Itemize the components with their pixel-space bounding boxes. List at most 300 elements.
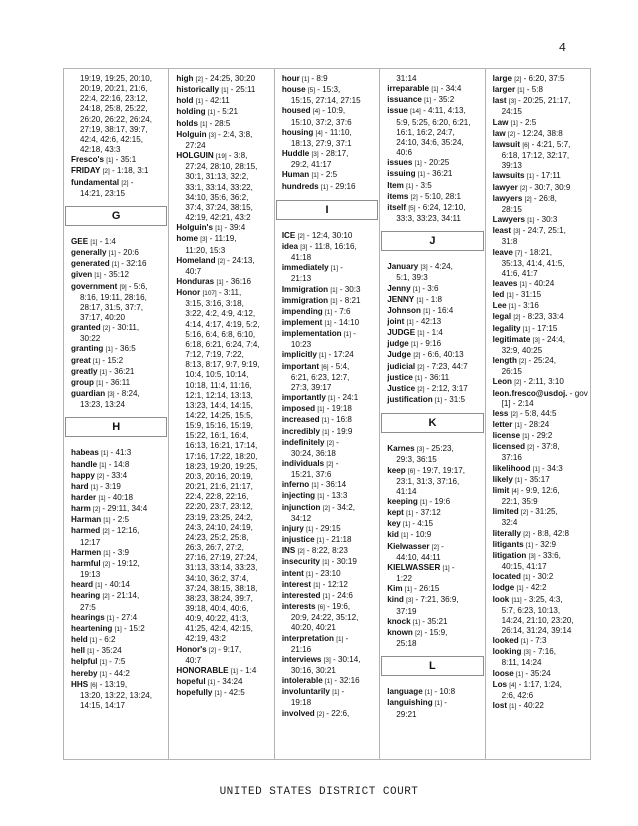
section-letter-header: L xyxy=(381,656,483,676)
index-entry-line xyxy=(493,626,586,636)
occurrence-count: [1] xyxy=(411,341,419,349)
index-entry-line: heartening [1] - 15:2 xyxy=(71,623,145,633)
index-word: items xyxy=(387,191,409,201)
page-line-refs: 12:24, 38:8 xyxy=(522,128,563,138)
index-entry-line: Human [1] - 2:5 xyxy=(281,170,338,180)
page-line-refs: 33:1, 33:14, 33:22, xyxy=(185,182,253,192)
index-word: Fresco's xyxy=(71,155,104,165)
index-entry-line: looked [1] - 7:3 xyxy=(492,636,547,646)
page-line-refs: 18:13, 27:9, 37:1 xyxy=(290,138,352,148)
occurrence-count: [6] xyxy=(407,467,416,475)
occurrence-count: [1] xyxy=(302,76,310,83)
occurrence-count: [1] xyxy=(322,428,330,436)
occurrence-count: [1] xyxy=(313,581,321,589)
index-word: granted xyxy=(71,323,101,333)
occurrence-count: [2] xyxy=(510,410,518,418)
index-entry-line: limited [2] - 31:25, xyxy=(492,507,558,517)
index-entry-line: harmful [2] - 19:12, xyxy=(71,558,140,568)
index-entry-line: interested [1] - 24:6 xyxy=(281,590,353,600)
index-word: licensed xyxy=(492,442,526,452)
index-word: generally xyxy=(71,248,107,258)
page-line-refs: 37:8, xyxy=(541,442,560,452)
page-line-refs: 3:5 xyxy=(420,180,432,190)
occurrence-count: [1] xyxy=(87,648,95,656)
occurrence-count: [1] xyxy=(522,433,530,441)
occurrence-count: [1] xyxy=(527,217,535,225)
index-word: government xyxy=(71,281,118,291)
index-word: hearing xyxy=(71,591,101,601)
index-entry-line xyxy=(176,441,269,451)
page-line-refs: 13:19, xyxy=(104,679,128,689)
index-word: held xyxy=(71,635,88,645)
occurrence-count: [1] xyxy=(105,346,113,354)
index-entry-line xyxy=(176,162,269,172)
index-entry-line: Item [1] - 3:5 xyxy=(387,180,432,190)
occurrence-count: [1] xyxy=(103,517,111,525)
page-line-refs: 44:10, 44:11 xyxy=(396,552,441,562)
page-line-refs: 8:8, 42:8 xyxy=(537,528,570,538)
page-line-refs: 35:12 xyxy=(108,270,129,280)
page-line-refs: 37:17, 40:20 xyxy=(80,312,126,322)
index-entry-line: group [1] - 36:11 xyxy=(71,377,131,387)
index-entry-line: implement [1] - 14:10 xyxy=(281,317,360,327)
index-entry-line: fundamental [2] - xyxy=(71,177,134,187)
page-line-refs: 40:15, 41:17 xyxy=(501,562,547,572)
index-entry-line xyxy=(176,543,269,553)
page-line-refs: 6:24, 12:10, xyxy=(422,202,466,212)
index-entry-line xyxy=(387,455,480,465)
page-line-refs: 25:11 xyxy=(235,85,256,95)
index-word: Item xyxy=(387,180,404,190)
page-line-refs: 19:12, xyxy=(117,558,140,568)
index-word: home xyxy=(176,234,198,244)
index-entry-line: likely [1] - 35:17 xyxy=(492,474,550,484)
index-word: Lawyers xyxy=(492,215,526,225)
page-line-refs: 24:6 xyxy=(337,590,353,600)
page-line-refs: 11:20, 15:3 xyxy=(185,245,226,255)
index-entry-line: increased [1] - 16:8 xyxy=(281,415,352,425)
index-entry-line: hour [1] - 8:9 xyxy=(281,74,328,83)
page-line-refs: 35:2 xyxy=(438,95,455,105)
index-entry-line xyxy=(493,562,586,572)
page-line-refs: 30:2 xyxy=(537,572,554,582)
occurrence-count: [1] xyxy=(328,395,336,403)
page-line-refs: 29:11, 34:4 xyxy=(107,504,148,514)
index-entry-line: incredibly [1] - 19:9 xyxy=(281,426,353,436)
index-word: itself xyxy=(387,202,407,212)
occurrence-count: [1] xyxy=(412,618,420,626)
index-entry-line xyxy=(71,570,164,580)
page-line-refs: 13:3 xyxy=(331,491,348,501)
occurrence-count: [1] xyxy=(404,586,412,594)
page-line-refs: 6:2 xyxy=(104,635,116,645)
index-entry-line xyxy=(176,320,269,330)
index-entry-line xyxy=(176,330,269,340)
occurrence-count: [1] xyxy=(520,638,529,646)
occurrence-count: [2] xyxy=(519,358,527,366)
index-entry-line: located [1] - 30:2 xyxy=(492,572,554,582)
index-word: guardian xyxy=(71,389,106,399)
occurrence-count: [1] xyxy=(522,325,530,333)
index-entry-line xyxy=(387,138,480,148)
index-entry-line xyxy=(176,309,269,319)
page-line-refs: 17:11 xyxy=(541,171,561,181)
index-entry-line: harm [2] - 29:11, 34:4 xyxy=(71,504,148,514)
index-entry-line: hold [1] - 42:11 xyxy=(176,96,230,106)
index-entry-line: Judge [2] - 6:6, 40:13 xyxy=(387,350,464,360)
occurrence-count: [1] xyxy=(90,483,98,491)
page-line-refs: 14:10 xyxy=(338,317,360,327)
page-line-refs: 19:19, 19:25, 20:10, xyxy=(80,74,153,83)
index-word: leon.fresco@usdoj. xyxy=(492,388,568,398)
occurrence-count: [4] xyxy=(315,129,323,137)
index-word: house xyxy=(281,85,306,95)
index-entry-line: habeas [1] - 41:3 xyxy=(71,448,132,458)
index-entry-line: likelihood [1] - 34:3 xyxy=(492,463,563,473)
index-entry-line: issue [14] - 4:11, 4:13, xyxy=(387,106,466,116)
page-line-refs: 23:1, 31:3, 37:16, xyxy=(396,476,460,486)
index-entry-line: JENNY [1] - 1:8 xyxy=(387,294,443,304)
index-entry-line xyxy=(493,259,586,269)
index-word: kept xyxy=(387,508,404,518)
index-entry-line xyxy=(71,84,164,94)
page-line-refs: 20:25 xyxy=(428,158,450,168)
page-line-refs: 42:18, 43:3 xyxy=(80,145,121,155)
page-line-refs: 14:22, 14:25, 15:5, xyxy=(185,411,253,420)
index-word: kid xyxy=(387,530,399,540)
index-word: looking xyxy=(492,647,522,657)
page-line-refs: 29:15 xyxy=(320,523,341,533)
page-line-refs: 26:8, xyxy=(538,193,557,203)
index-entry-line xyxy=(387,639,480,649)
page-line-refs: 28:15 xyxy=(501,204,522,214)
page-line-refs: 37:4, 37:24, 38:15, xyxy=(185,202,253,212)
index-entry-line: inferno [1] - 36:14 xyxy=(281,480,347,490)
index-word: holding xyxy=(176,107,206,117)
occurrence-count: [2] xyxy=(326,439,334,447)
page-line-refs: 1:4 xyxy=(245,665,257,675)
page-line-refs: 9:9, 12:6, xyxy=(525,485,560,495)
index-word: greatly xyxy=(71,366,98,376)
page-line-refs: 24:1 xyxy=(342,393,359,403)
occurrence-count: [1] xyxy=(425,689,433,697)
occurrence-count: [1] xyxy=(311,482,319,490)
index-entry-line xyxy=(282,666,375,676)
occurrence-count: [1] xyxy=(322,592,330,600)
index-entry-line: housed [4] - 10:9, xyxy=(281,106,346,116)
page-line-refs: 5:1, 39:3 xyxy=(396,273,428,283)
index-entry-line xyxy=(176,614,269,624)
occurrence-count: [1] xyxy=(200,120,208,128)
occurrence-count: [1] xyxy=(317,493,325,501)
page-line-refs: 26:15 xyxy=(419,584,440,594)
page-line-refs: 34:24 xyxy=(222,677,243,687)
index-word: lawsuits xyxy=(492,171,525,181)
page-line-refs: 27:19, 38:17, 39:7, xyxy=(80,124,148,134)
occurrence-count: [1] xyxy=(99,368,107,376)
index-entry-line: lodge [1] - 42:2 xyxy=(492,583,547,593)
index-word: letter xyxy=(492,420,513,429)
index-entry-line: HHS [6] - 13:19, xyxy=(71,679,128,689)
index-entry-line xyxy=(493,346,586,356)
page-line-refs: 41:14 xyxy=(396,486,417,496)
index-word: Kielwasser xyxy=(387,541,430,551)
page-line-refs: 26:20, 26:22, 26:24, xyxy=(80,114,153,124)
occurrence-count: [1] xyxy=(510,119,518,127)
occurrence-count: [2] xyxy=(514,76,522,83)
court-footer: UNITED STATES DISTRICT COURT xyxy=(219,786,419,798)
occurrence-count: [2] xyxy=(413,352,421,360)
index-word: Los xyxy=(492,679,508,689)
index-word: importantly xyxy=(281,393,326,403)
index-word: important xyxy=(281,361,320,371)
index-word: Homeland xyxy=(176,255,216,265)
page-line-refs: 27:24, 28:10, 28:15, xyxy=(185,162,258,172)
page-line-refs: 37:12 xyxy=(420,508,441,518)
index-word: Honor xyxy=(176,288,201,298)
occurrence-count: [2] xyxy=(102,168,110,176)
page-line-refs: 3:11, xyxy=(223,288,242,298)
index-entry-line: high [2] - 24:25, 30:20 xyxy=(176,74,256,83)
page-line-refs: 42:4, 42:6, 42:15, xyxy=(80,134,144,144)
index-word: loose xyxy=(492,668,514,678)
index-word: inferno xyxy=(281,480,310,490)
page-line-refs: 33:6, xyxy=(542,550,561,560)
occurrence-count: [2] xyxy=(316,710,325,718)
page-line-refs: 6:20, 37:5 xyxy=(528,74,565,83)
occurrence-count: [1] xyxy=(517,87,525,95)
page-line-refs: 30:1, 31:13, 32:2, xyxy=(185,172,249,182)
page-line-refs: 42:5 xyxy=(228,688,245,698)
page-line-refs: 30:3 xyxy=(344,284,361,294)
index-word: irreparable xyxy=(387,84,430,94)
page-line-refs: 39:4 xyxy=(229,223,246,233)
page-line-refs: 16:13, 16:21, 17:14, xyxy=(185,441,258,451)
index-word: Johnson xyxy=(387,305,421,315)
page-line-refs: 36:16 xyxy=(230,276,252,286)
index-entry-line xyxy=(282,623,375,633)
index-word: looked xyxy=(492,636,519,646)
occurrence-count: [2] xyxy=(410,193,418,201)
occurrence-count: [3] xyxy=(523,649,531,657)
page-line-refs: 42:11 xyxy=(210,96,230,106)
page-line-refs: 36:14 xyxy=(325,480,347,490)
occurrence-count: [1] xyxy=(108,250,116,258)
index-word: last xyxy=(492,96,507,106)
page-line-refs: 19:13 xyxy=(80,570,101,580)
index-entry-line xyxy=(176,401,269,411)
index-entry-line xyxy=(176,350,269,360)
index-column-3 xyxy=(275,69,380,759)
occurrence-count: [5] xyxy=(408,204,416,212)
index-word: Justice xyxy=(387,383,416,393)
occurrence-count: [1] xyxy=(106,157,114,165)
occurrence-count: [1] xyxy=(442,564,450,572)
page-line-refs: 42:2 xyxy=(530,583,547,593)
index-word: key xyxy=(387,519,401,529)
page-line-refs: 32:16 xyxy=(126,259,147,269)
index-entry-line xyxy=(176,267,269,277)
page-line-refs: 13:20, 13:22, 13:24, xyxy=(80,690,153,700)
index-entry-line: INS [2] - 8:22, 8:23 xyxy=(281,546,348,556)
index-entry-line: government [9] - 5:6, xyxy=(71,281,148,291)
index-word: imposed xyxy=(281,404,316,414)
index-word: litigation xyxy=(492,550,527,560)
page-line-refs: 4:24, xyxy=(434,262,453,272)
index-word: injustice xyxy=(281,535,315,545)
page-line-refs: 1:22 xyxy=(396,574,412,584)
index-word: keep xyxy=(387,465,406,475)
occurrence-count: [1] xyxy=(216,278,224,286)
index-entry-line xyxy=(176,553,269,563)
index-entry-line xyxy=(176,370,269,380)
occurrence-count: [1] xyxy=(101,450,109,458)
index-entry-line xyxy=(493,161,586,171)
page-line-refs: 16:8 xyxy=(336,415,352,425)
page-line-refs: 19:6, xyxy=(332,602,351,612)
page-line-refs: 35:24 xyxy=(101,646,122,656)
index-entry-line: items [2] - 5:10, 28:1 xyxy=(387,191,461,201)
index-entry-line: injustice [1] - 21:18 xyxy=(281,535,352,545)
page-line-refs: 31:14 xyxy=(396,74,417,83)
page-line-refs: 29:16 xyxy=(335,181,356,191)
page-line-refs: 36:11 xyxy=(429,372,450,382)
index-word: INS xyxy=(281,546,296,556)
index-word: interests xyxy=(281,602,316,612)
index-entry-line: individuals [2] - xyxy=(281,459,339,468)
page-line-refs: 15:3, xyxy=(322,85,341,95)
index-word: likelihood xyxy=(492,463,531,473)
index-entry-line xyxy=(176,492,269,502)
page-line-refs: 3:8, xyxy=(233,151,248,161)
page-line-refs: 8:11, 14:24 xyxy=(501,658,542,668)
index-word: insecurity xyxy=(281,557,321,567)
index-entry-line: Justice [2] - 2:12, 3:17 xyxy=(387,383,468,393)
page-line-refs: 3:6 xyxy=(427,283,439,293)
index-entry-line: GEE [1] - 1:4 xyxy=(71,236,116,246)
page-line-refs: 7:12, 7:19, 7:22, xyxy=(185,350,244,360)
index-entry-line: given [1] - 35:12 xyxy=(71,270,129,280)
page-line-refs: 15:10, 37:2, 37:6 xyxy=(290,117,352,127)
occurrence-count: [1] xyxy=(431,86,439,94)
index-entry-line: law [2] - 12:24, 38:8 xyxy=(492,128,563,138)
page-line-refs: 8:22, 8:23 xyxy=(311,546,348,556)
page-line-refs: 14:15, 14:17 xyxy=(80,700,126,710)
index-entry-line: languishing [1] - xyxy=(387,698,447,708)
index-entry-line: Holguin's [1] - 39:4 xyxy=(176,223,246,233)
index-entry-line: letter [1] - 28:24 xyxy=(492,420,550,429)
index-entry-line xyxy=(176,381,269,391)
index-word: languishing xyxy=(387,698,433,708)
occurrence-count: [1] xyxy=(321,417,329,425)
page-line-refs: 5:7, 6:23, 10:13, xyxy=(501,605,561,615)
index-entry-line: hopefully [1] - 42:5 xyxy=(176,688,245,698)
index-word: interpretation xyxy=(281,633,334,643)
index-entry-line xyxy=(176,523,269,533)
index-entry-line: justice [1] - 36:11 xyxy=(387,372,450,382)
page-line-refs: 30:11, xyxy=(117,323,140,333)
index-entry-line: kind [3] - 7:21, 36:9, xyxy=(387,595,459,605)
index-entry-line: intent [1] - 23:10 xyxy=(281,568,341,578)
index-word: harm xyxy=(71,504,91,514)
page-line-refs: 29:3, 36:15 xyxy=(396,455,437,465)
page-line-refs: 35:13, 41:4, 41:5, xyxy=(501,258,565,268)
occurrence-count: [1] xyxy=(207,679,215,687)
index-word: Holguin xyxy=(176,129,207,139)
page-line-refs: 40:20, 40:21 xyxy=(290,623,336,633)
index-entry-line xyxy=(71,189,164,199)
index-word: happy xyxy=(71,470,95,480)
page-line-refs: 15:21, 37:6 xyxy=(290,470,332,480)
index-entry-line xyxy=(176,213,269,223)
page-line-refs: 35:21 xyxy=(427,616,448,626)
index-word: individuals xyxy=(281,459,325,468)
page-line-refs: 20:9, 24:22, 35:12, xyxy=(290,613,359,623)
index-entry-line: kid [1] - 10:9 xyxy=(387,530,432,540)
occurrence-count: [2] xyxy=(121,179,129,187)
index-entry-line xyxy=(387,128,480,138)
index-entry-line: Honduras [1] - 36:16 xyxy=(176,276,252,286)
index-column-4 xyxy=(380,69,485,759)
page-line-refs: 41:18 xyxy=(290,253,312,263)
index-word: indefinitely xyxy=(281,437,325,447)
page-line-refs: 34:4 xyxy=(445,84,462,94)
page-line-refs: 31:8 xyxy=(501,237,518,247)
occurrence-count: [3] xyxy=(406,597,414,605)
page-line-refs: 19:18 xyxy=(331,404,352,414)
index-entry-line: Kielwasser [2] - xyxy=(387,541,444,551)
index-word: lawyer xyxy=(492,182,518,192)
index-entry-line xyxy=(176,141,269,151)
page-line-refs: 27:16, 27:19, 27:24, xyxy=(185,553,258,563)
index-entry-line: January [3] - 4:24, xyxy=(387,262,453,272)
index-word: Huddle xyxy=(281,149,310,159)
index-word: hour xyxy=(281,74,300,83)
word-index-grid xyxy=(63,68,591,760)
occurrence-count: [3] xyxy=(311,151,319,159)
index-entry-line: known [2] - 15:9, xyxy=(387,627,448,637)
index-entry-line: led [1] - 31:15 xyxy=(492,290,542,300)
index-entry-line: generally [1] - 20:6 xyxy=(71,248,139,258)
index-entry-line: implementation [1] - xyxy=(281,329,356,339)
index-entry-line xyxy=(493,237,586,247)
index-word: harmful xyxy=(71,558,101,568)
page-line-refs: 21:16 xyxy=(290,644,312,654)
index-entry-line xyxy=(71,538,164,548)
page-line-refs: 1:8 xyxy=(430,294,443,304)
index-entry-line xyxy=(493,269,586,279)
occurrence-count: [1] xyxy=(319,352,327,360)
page-line-refs: 10:9, xyxy=(327,106,346,116)
section-letter-header: G xyxy=(65,206,167,226)
occurrence-count: [2] xyxy=(208,646,217,654)
index-entry-line: issuing [1] - 36:21 xyxy=(387,169,453,179)
index-entry-line xyxy=(176,183,269,193)
page-line-refs: 40:24 xyxy=(533,278,555,288)
page-line-refs: 14:24, 21:10, 23:20, xyxy=(501,615,574,625)
index-word: lawyers xyxy=(492,193,523,203)
index-entry-line: limit [4] - 9:9, 12:6, xyxy=(492,485,560,495)
index-word: high xyxy=(176,74,194,83)
page-line-refs: 18:23, 19:20, 19:25, xyxy=(185,461,258,471)
index-entry-line: lawsuits [1] - 17:11 xyxy=(492,171,561,181)
section-letter-header: H xyxy=(65,417,167,437)
index-entry-line xyxy=(176,604,269,614)
index-entry-line xyxy=(71,293,164,303)
index-entry-line: Immigration [1] - 30:3 xyxy=(281,284,361,294)
page-line-refs: 10:9 xyxy=(415,530,432,540)
page-line-refs: 21:13 xyxy=(290,274,312,284)
